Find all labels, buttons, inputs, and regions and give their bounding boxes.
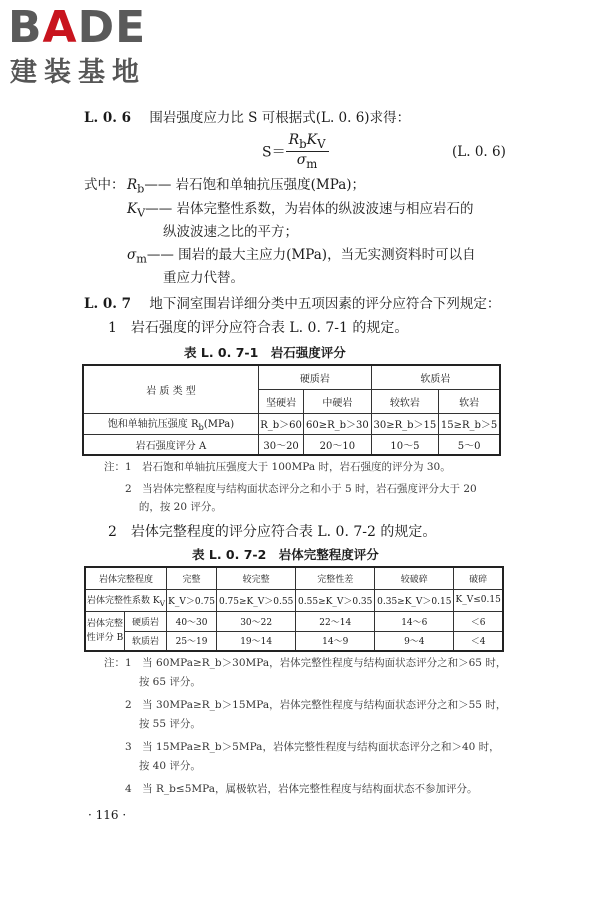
- col-header: 完整: [166, 567, 216, 589]
- table-cell: 30≥R_b＞15: [371, 413, 439, 434]
- table-cell: ＜4: [454, 631, 503, 651]
- note2-1-cont: 按 65 评分。: [104, 676, 201, 688]
- table-cell: R_b＞60: [259, 413, 304, 434]
- row-label: 软质岩: [125, 631, 167, 651]
- table-cell: 60≥R_b＞30: [304, 413, 372, 434]
- def-intro: 式中：: [84, 177, 125, 193]
- table2-title: 表 L. 0. 7-2 岩体完整程度评分: [192, 547, 379, 562]
- table-cell: 40～30: [166, 611, 216, 631]
- table1-title: 表 L. 0. 7-1 岩石强度评分: [184, 345, 346, 360]
- table-cell: 22～14: [296, 611, 375, 631]
- item-1: 1 岩石强度的评分应符合表 L. 0. 7-1 的规定。: [108, 320, 409, 336]
- clause-text: 地下洞室围岩详细分类中五项因素的评分应符合下列规定：: [149, 296, 501, 312]
- col-header: 完整性差: [296, 567, 375, 589]
- clause-l06: [84, 108, 410, 128]
- def-sigma-cont: 重应力代替。: [163, 270, 244, 286]
- table-cell: 25～19: [166, 631, 216, 651]
- table-cell: 9～4: [375, 631, 454, 651]
- page-number: · 116 ·: [88, 808, 127, 822]
- table-cell: 0.75≥K_V＞0.55: [217, 589, 296, 611]
- header-rock-type: 岩 质 类 型: [83, 365, 259, 413]
- note2-3-cont: 按 40 评分。: [104, 760, 201, 772]
- note2-2-cont: 按 55 评分。: [104, 718, 201, 730]
- subheader: 软岩: [439, 389, 500, 413]
- table-rock-integrity: [84, 566, 504, 652]
- score-label: 岩体完整 性评分 B: [85, 611, 125, 651]
- table-cell: 30～22: [217, 611, 296, 631]
- row-label: 硬质岩: [125, 611, 167, 631]
- brand-logo-chinese: 建装基地: [10, 57, 146, 88]
- table-cell: 10～5: [371, 434, 439, 455]
- table-cell: ＜6: [454, 611, 503, 631]
- note2-4: 4 当 R_b≤5MPa，属极软岩，岩体完整性程度与结构面状态不参加评分。: [104, 783, 478, 795]
- note2-2: 2 当 30MPa≥R_b＞15MPa，岩体完整性程度与结构面状态评分之和＞55 时，: [104, 699, 507, 711]
- table-cell: K_V≤0.15: [454, 589, 503, 611]
- subheader: 较软岩: [371, 389, 439, 413]
- table-cell: K_V＞0.75: [166, 589, 216, 611]
- col-header: 破碎: [454, 567, 503, 589]
- note2-3: 3 当 15MPa≥R_b＞5MPa，岩体完整性程度与结构面状态评分之和＞40 时，: [104, 741, 500, 753]
- row-label: 岩石强度评分 A: [83, 434, 259, 455]
- formula: S＝ $\frac{R_bK_V}{\sigma_m}$: [262, 132, 329, 171]
- clause-l07: [84, 294, 500, 314]
- note1-2: 2 当岩体完整程度与结构面状态评分之和小于 5 时，岩石强度评分大于 20: [104, 483, 477, 495]
- row-label: 岩体完整性系数 $K_V$: [85, 589, 166, 611]
- table-cell: 5～0: [439, 434, 500, 455]
- header-hard-rock: 硬质岩: [259, 365, 372, 389]
- table-cell: 19～14: [217, 631, 296, 651]
- note1-2-cont: 的，按 20 评分。: [104, 501, 222, 513]
- col-header: 较完整: [217, 567, 296, 589]
- subheader: 坚硬岩: [259, 389, 304, 413]
- row-label: 饱和单轴抗压强度 $R_b(MPa)$: [83, 413, 259, 434]
- table-cell: 15≥R_b＞5: [439, 413, 500, 434]
- item-2: 2 岩体完整程度的评分应符合表 L. 0. 7-2 的规定。: [108, 524, 437, 540]
- def-kv: $K_V——$ 岩体完整性系数，为岩体的纵波波速与相应岩石的: [127, 201, 474, 220]
- table-cell: 30～20: [259, 434, 304, 455]
- table-cell: 20～10: [304, 434, 372, 455]
- subheader: 中硬岩: [304, 389, 372, 413]
- def-sigma: $\sigma_m——$ 围岩的最大主应力(MPa)，当无实测资料时可以自: [127, 247, 476, 266]
- clause-text: 围岩强度应力比 S 可根据式(L. 0. 6)求得：: [149, 110, 411, 126]
- clause-number: L. 0. 6: [84, 110, 132, 126]
- table-cell: 0.35≥K_V＞0.15: [375, 589, 454, 611]
- def-rb: $R_b——$ 岩石饱和单轴抗压强度(MPa)；: [127, 177, 366, 196]
- header-integrity-degree: 岩体完整程度: [85, 567, 166, 589]
- col-header: 较破碎: [375, 567, 454, 589]
- brand-logo: BADE: [8, 2, 147, 53]
- def-kv-cont: 纵波波速之比的平方；: [163, 224, 298, 240]
- table-rock-strength: [82, 364, 501, 456]
- clause-number: L. 0. 7: [84, 296, 132, 312]
- table-cell: 14～6: [375, 611, 454, 631]
- table-cell: 14～9: [296, 631, 375, 651]
- formula-number: (L. 0. 6): [452, 144, 506, 160]
- table-cell: 0.55≥K_V＞0.35: [296, 589, 375, 611]
- note1-1: 注：1 岩石饱和单轴抗压强度大于 100MPa 时，岩石强度的评分为 30。: [104, 461, 451, 473]
- header-soft-rock: 软质岩: [371, 365, 500, 389]
- note2-1: 注：1 当 60MPa≥R_b＞30MPa，岩体完整性程度与结构面状态评分之和＞65 时，: [104, 657, 507, 669]
